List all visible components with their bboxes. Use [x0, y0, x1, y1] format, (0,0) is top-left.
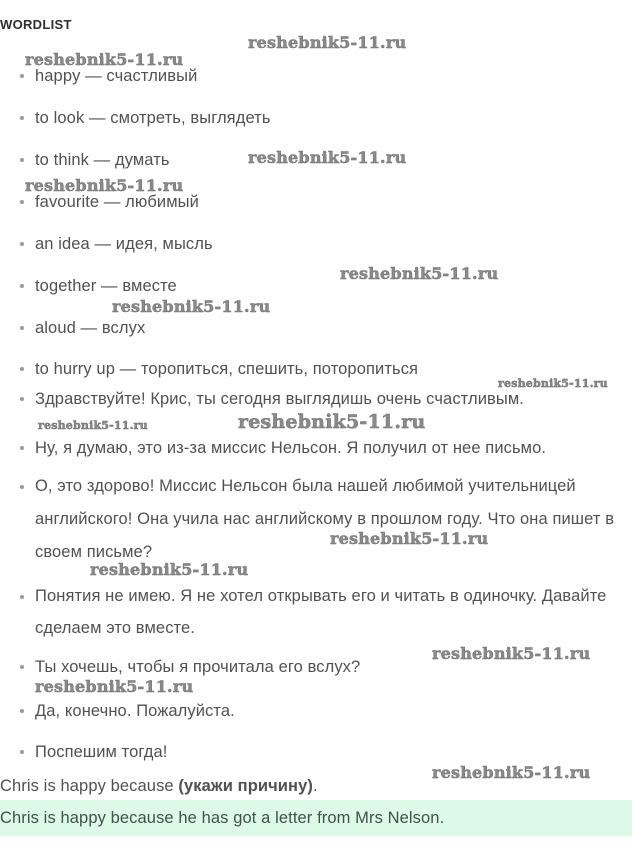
wordlist-item — [35, 150, 170, 170]
dialogue-text: сделаем это вместе. — [35, 618, 195, 637]
bullet-dot — [20, 116, 24, 120]
bullet-dot — [20, 750, 24, 754]
wordlist-item-text: together — вместе — [35, 277, 177, 295]
site-watermark: reshebnik5-11.ru — [248, 148, 407, 167]
task-prompt — [0, 776, 318, 796]
dialogue-text: Здравствуйте! Крис, ты сегодня выглядишь очень счастливым. — [35, 390, 524, 408]
bullet-dot — [20, 74, 24, 78]
bullet-dot — [20, 595, 24, 599]
dialogue-line — [35, 742, 168, 762]
bullet-dot — [20, 284, 24, 288]
wordlist-item — [35, 192, 199, 212]
site-watermark: reshebnik5-11.ru — [248, 33, 407, 52]
wordlist-item-text: favourite — любимый — [35, 193, 199, 211]
bullet-dot — [20, 200, 24, 204]
wordlist-item-text: aloud — вслух — [35, 319, 146, 337]
page-title: WORDLIST — [0, 17, 72, 32]
dialogue-text: Поспешим тогда! — [35, 743, 168, 761]
site-watermark: reshebnik5-11.ru — [25, 50, 184, 69]
site-watermark: reshebnik5-11.ru — [38, 419, 148, 432]
site-watermark: reshebnik5-11.ru — [35, 677, 194, 696]
bullet-dot — [20, 446, 24, 450]
bullet-dot — [20, 709, 24, 713]
wordlist-item-text: to think — думать — [35, 151, 170, 169]
site-watermark: reshebnik5-11.ru — [330, 529, 489, 548]
bullet-dot — [20, 158, 24, 162]
dialogue-line — [35, 438, 546, 458]
dialogue-text: Да, конечно. Пожалуйста. — [35, 702, 235, 720]
dialogue-text: английского! Она учила нас английскому в прошлом году. Что она пишет в — [35, 510, 615, 528]
wordlist-item-text: happy — счастливый — [35, 67, 198, 85]
bullet-dot — [20, 242, 24, 246]
dialogue-text: Понятия не имею. Я не хотел открывать его и читать в одиночку. Давайте — [35, 587, 607, 605]
bullet-dot — [20, 367, 24, 371]
dialogue-text: своем письме? — [35, 543, 153, 561]
dialogue-paragraph — [35, 470, 614, 569]
site-watermark: reshebnik5-11.ru — [432, 644, 591, 663]
site-watermark: reshebnik5-11.ru — [432, 763, 591, 782]
wordlist-item — [35, 318, 145, 338]
answer-highlight — [0, 800, 632, 836]
dialogue-line — [35, 657, 360, 677]
wordlist-item — [35, 66, 197, 86]
site-watermark: reshebnik5-11.ru — [238, 411, 426, 433]
wordlist-item-text: to hurry up — торопиться, спешить, поторопиться — [35, 360, 419, 378]
dialogue-line — [35, 389, 524, 409]
wordlist-item — [35, 234, 213, 254]
dialogue-text: О, это здорово! Миссис Нельсон была нашей любимой учительницей — [35, 477, 576, 495]
site-watermark: reshebnik5-11.ru — [498, 377, 608, 390]
site-watermark: reshebnik5-11.ru — [340, 264, 499, 283]
site-watermark: reshebnik5-11.ru — [25, 176, 184, 195]
bullet-dot — [20, 326, 24, 330]
answer-text: Chris is happy because he has got a letter from Mrs Nelson. — [0, 808, 445, 827]
dialogue-line — [35, 701, 235, 721]
dialogue-text: Ну, я думаю, это из-за миссис Нельсон. Я получил от нее письмо. — [35, 439, 547, 457]
site-watermark: reshebnik5-11.ru — [90, 560, 249, 579]
task-prompt-suffix: . — [313, 777, 318, 795]
site-watermark: reshebnik5-11.ru — [112, 297, 271, 316]
task-prompt-bold: (укажи причину) — [178, 777, 313, 795]
wordlist-item-text: an idea — идея, мысль — [35, 235, 213, 253]
wordlist-item — [35, 276, 177, 296]
wordlist-item — [35, 359, 418, 379]
dialogue-text: Ты хочешь, чтобы я прочитала его вслух? — [35, 658, 361, 676]
wordlist-item — [35, 108, 271, 128]
wordlist-item-text: to look — смотреть, выглядеть — [35, 109, 271, 127]
task-prompt-text: Chris is happy because — [0, 777, 179, 795]
bullet-dot — [20, 485, 24, 489]
bullet-dot — [20, 665, 24, 669]
dialogue-paragraph — [35, 581, 606, 644]
bullet-dot — [20, 397, 24, 401]
